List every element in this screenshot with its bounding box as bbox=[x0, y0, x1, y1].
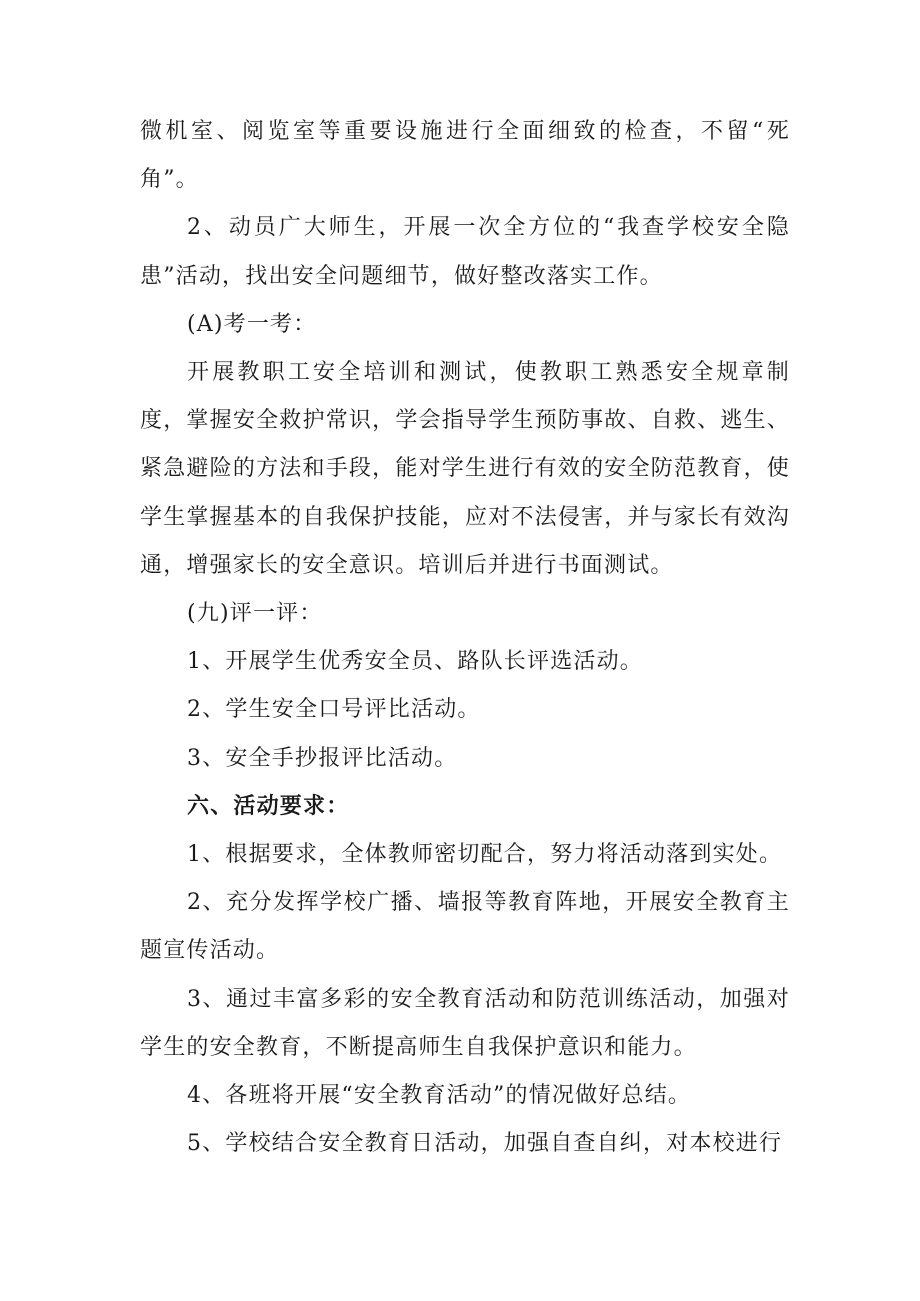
paragraph-requirement-2: 2、充分发挥学校广播、墙报等教育阵地，开展安全教育主题宣传活动。 bbox=[140, 890, 790, 964]
paragraph-requirement-3: 3、通过丰富多彩的安全教育活动和防范训练活动，加强对学生的安全教育，不断提高师生自我保护意识和能力。 bbox=[140, 986, 790, 1060]
paragraph-evaluate-item-1: 1、开展学生优秀安全员、路队长评选活动。 bbox=[187, 649, 643, 675]
paragraph-evaluate-item-2: 2、学生安全口号评比活动。 bbox=[187, 697, 481, 723]
paragraph-staff-training: 开展教职工安全培训和测试，使教职工熟悉安全规章制度，掌握安全救护常识，学会指导学生预防事故、自救、逃生、紧急避险的方法和手段，能对学生进行有效的安全防范教育，使学生掌握基本的自我保护技能，应对不法侵害，并与家长有效沟通，增强家长的安全意识。培训后并进行书面测试。 bbox=[140, 360, 790, 578]
paragraph-requirement-4: 4、各班将开展“安全教育活动”的情况做好总结。 bbox=[187, 1083, 692, 1109]
paragraph-evaluate-item-3: 3、安全手抄报评比活动。 bbox=[187, 745, 458, 771]
paragraph-facility-inspection: 微机室、阅览室等重要设施进行全面细致的检查，不留“死角”。 bbox=[140, 119, 790, 193]
paragraph-requirement-1: 1、根据要求，全体教师密切配合，努力将活动落到实处。 bbox=[187, 842, 783, 868]
paragraph-item-2-hazard-check: 2、动员广大师生，开展一次全方位的“我查学校安全隐患”活动，找出安全问题细节，做好整改落实工作。 bbox=[140, 215, 790, 289]
paragraph-requirement-5: 5、学校结合安全教育日活动，加强自查自纠，对本校进行 bbox=[187, 1131, 783, 1157]
subheading-9-evaluate: (九)评一评： bbox=[187, 601, 323, 627]
subheading-a-test: (A)考一考： bbox=[187, 311, 317, 337]
section-heading-requirements: 六、活动要求： bbox=[187, 793, 350, 819]
document-body bbox=[140, 108, 790, 1168]
